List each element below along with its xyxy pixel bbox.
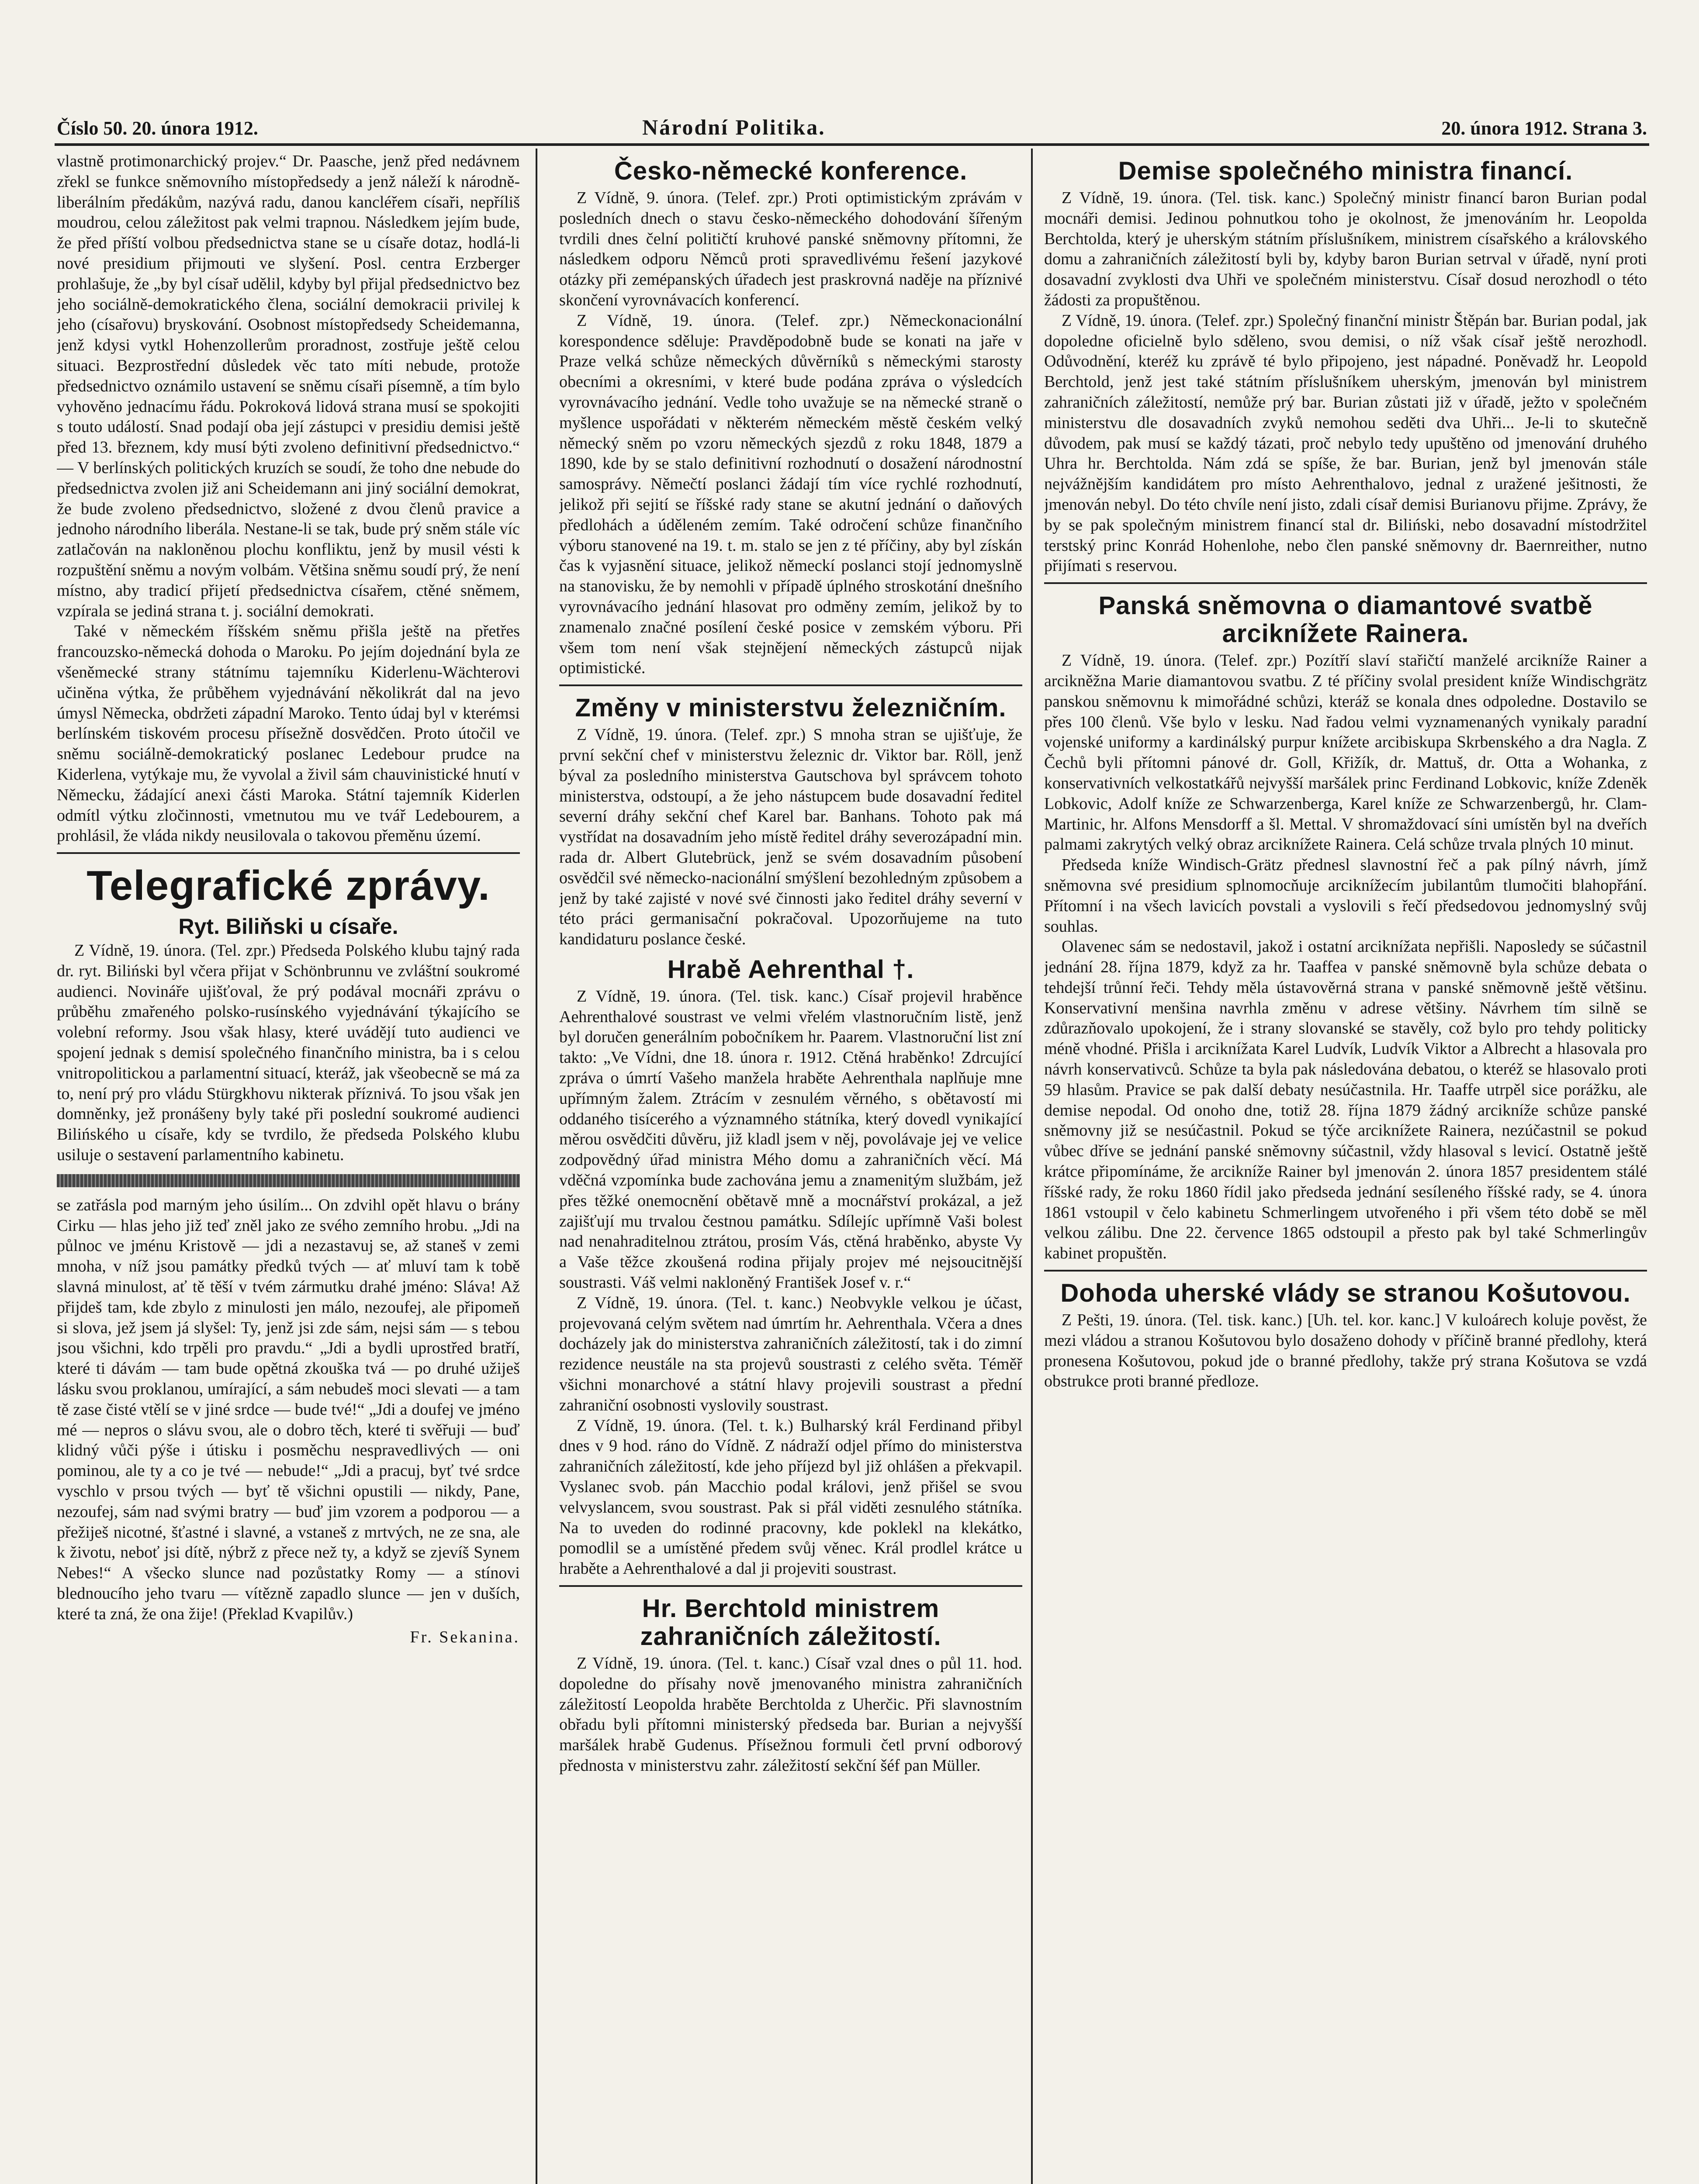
column-divider	[536, 149, 537, 2184]
article-title: Ryt. Biliňski u císaře.	[178, 914, 398, 939]
article-title: Hr. Berchtold ministrem zahraničních záležitostí.	[640, 1594, 941, 1651]
section-rule	[559, 1585, 1022, 1587]
article-title: Dohoda uherské vlády se stranou Košutovou.	[1060, 1279, 1631, 1308]
article-paragraph: Z Vídně, 19. února. (Tel. tisk. kanc.) Císař projevil hraběnce Aehrenthalové soustrast ve velmi vřelém vlastnoručním listě, jenž byl doručen generálním pobočníkem hr. Paarem. Vlastnoruční list zní takto: „Ve Vídni, dne 18. února r. 1912. Ctěná hraběnko! Zdrcující zpráva o úmrtí Vašeho manžela hraběte Aehrenthala naplňuje mne upřímným žalem. Ztrácím v zesnulém věrného, s obětavostí mi oddaného tisícerého a významného státníka, který dovedl vynikající měrou osvědčiti důvěru, již kladl jsem v něj, povolávaje jej ve velice zodpovědný úřad ministra Mého domu a zahraničních věcí. Má vděčná vzpomínka bude zachována jemu a znamenitým službám, jež přes těžké onemocnění obětavě mně a mocnářství prokázal, a jež zajišťují mu trvalou čestnou památku. Sdílejíc upřímně Vaši bolest nad nenahraditelnou ztrátou, prosím Vás, ctěná hraběnko, abyste Vy a Vaše těžce zkoušená rodina přijaly projev mé nejsoucitnější soustrasti. Váš velmi nakloněný František Josef v. r.“	[559, 987, 1022, 1292]
article-paragraph: Také v německém říšském sněmu přišla ještě na přetřes francouzsko-německá dohoda o Maroku. Po jejím dojednání byla ze všeněmecké strany státnímu tajemníku Kiderlenu-Wächterovi učiněna výtka, že průběhem vyjednávání několikrát dal na jevo úmysl Německa, obdržeti západní Maroko. Tento údaj byl v kterémsi berlínském tiskovém procesu přísežně dosvědčen. Proto útočil ve sněmu sociálně-demokratický poslanec Ledebour prudce na Kiderlena, vytýkaje mu, že vyvolal a živil sám chauvinistické hnutí v Německu, žádající anexi části Maroka. Státní tajemník Kiderlen odmítl výtku zločinnosti, vmetnutou mu ve tvář Ledebourem, a prohlásil, že vláda nikdy neusilovala o takovou přeměnu území.	[57, 622, 520, 845]
article-paragraph: Z Pešti, 19. února. (Tel. tisk. kanc.) [Uh. tel. kor. kanc.] V kuloárech koluje pověst, že mezi vládou a stranou Košutovou bylo dosaženo dohody v příčině branné předlohy, která pronesena Košutovou, pokud jde o branné předlohy, takže prý strana Košutova se vzdá obstrukce proti branné předloze.	[1044, 1311, 1647, 1391]
column-1	[57, 151, 520, 2184]
feuilleton-text: se zatřásla pod marným jeho úsilím... On zdvihl opět hlavu o brány Cirku — hlas jeho již teď zněl jako ze svého zemního hrobu. „Jdi na půlnoc ve jménu Kristově — jdi a nezastavuj se, až staneš v zemi mnoha, v níž jsou památky předků tvých — ať mluví tam k tobě slavná minulost, ať tě těší v tvém zármutku drahé jméno: Sláva! Až přijdeš tam, kde zbylo z minulosti jen málo, nezoufej, ale připomeň si slova, jež jsem já slyšel: Ty, jenž jsi zde sám, nejsi sám — s tebou jsou všichni, kdo trpěli pro pravdu.“ „Jdi a bydli uprostřed bratří, které ti dávám — tam bude opětná zkouška tvá — po druhé užiješ lásku svou proklanou, umírající, a sám nebudeš moci slevati — a tam tě zase čisté vtělí se v jiné srdce — bude tvé!“ „Jdi a doufej ve jméno mé — nepros o slávu svou, ale o dobro těch, které ti svěřuji — buď klidný vůči pýše i útisku i posměchu nespravedlivých — oni pominou, ale ty a co je tvé — nebude!“ „Jdi a pracuj, byť tvé srdce vyschlo v prsou tvých — byť tě všichni opustili — nikdy, Pane, nezoufej, sám nad svými bratry — buď jim vzorem a podporou — a přežiješ nicotné, šťastné i slavné, a vstaneš z mrtvých, ne ze sna, ale k životu, neboť jsi dítě, nýbrž z přece než ty, a když se zjevíš Synem Nebes!“ A všecko slunce nad pozůstatky Romy — a stínovi blednoucího jeho tvaru — vítězně zapadlo slunce — jen v duších, které ta zná, že ona žije! (Překlad Kvapilův.)	[57, 1196, 520, 1623]
article-paragraph: Z Vídně, 19. února. (Tel. tisk. kanc.) Společný ministr financí baron Burian podal mocnáři demisi. Jedinou pohnutkou toho je okolnost, že jmenováním hr. Leopolda Berchtolda, který je uherským státním příslušníkem, ministrem císařského a královského domu a zahraničních záležitostí byli by, kdyby baron Burian setrval v úřadě, nyní proti dosavadní zvyklosti dva Uhři ve společném ministerstvu. Císař dosud nerozhodl o této žádosti za propuštěnou.	[1044, 189, 1647, 309]
article-paragraph: Olavenec sám se nedostavil, jakož i ostatní arciknížata nepřišli. Naposledy se súčastnil jednání 28. října 1879, když za hr. Taaffea v panské sněmovně byla schůze debata o tehdejší trůnní řeči. Tehdy měla ústavověrná strana v panské sněmovně ještě většinu. Konservativní menšina navrhla změnu v adrese většiny. Návrhem tím silně se zdůrazňovalo upokojení, že i strany slovanské se stavěly, což bylo pro tehdy politicky méně vhodné. Přišla i arciknížata Karel Ludvík, Ludvík Viktor a Albrecht a hlasovala pro návrh konservativců. Schůze ta byla pak následována debatou, o kteréž se hlasovalo proti 59 hlasům. Pravice se pak další debaty nesúčastnila. Hr. Taaffe utrpěl sice porážku, ale demise nepodal. Od onoho dne, totiž 28. října 1879 žádný arcikníže schůze panské sněmovny již se nesúčastnil. Pokud se týče arciknížete Rainera, nezúčastnil se pokud vůbec dříve se jednání panské sněmovny súčastnil, vždy hlasoval s levicí. Ostatně ještě krátce připomínáme, že arcikníže Rainer byl jmenován 2. února 1857 presidentem stálé říšské rady, že roku 1860 řídil jako předseda jednání sesíleného říšské rady, se 4. února 1861 vstoupil v čelo kabinetu Schmerlingem utvořeného i při všem této době se měl velkou zálibu. Dne 22. července 1865 odstoupil a přesto pak byl také Schmerlingův kabinet propuštěn.	[1044, 937, 1647, 1263]
section-rule	[57, 852, 520, 854]
column-divider	[1031, 149, 1033, 2184]
page-header	[57, 108, 1647, 143]
section-rule	[1044, 582, 1647, 584]
article-paragraph: vlastně protimonarchický projev.“ Dr. Paasche, jenž před nedávnem zřekl se funkce sněmovního místopředsedy a jenž náleží k národně-liberálním předákům, nazývá radu, danou kancléřem císaři, nepříliš moudrou, celou záležitost pak velmi trapnou. Následkem jejím bude, že před příští volbou předsednictva stane se u císaře dotaz, hodlá-li nové presidium přijmouti ve slyšení. Posl. centra Erzberger prohlašuje, že „by byl císař udělil, kdyby byl přijal předsednictvo bez jeho sociálně-demokratického člena, sociální demokracii privilej k jeho (císařovu) bryskování. Osobnost místopředsedy Scheidemanna, jenž kdysi vytkl Hohenzollerům proradnost, zostřuje ještě celou situaci. Bezprostřední důsledek věc tato míti nebude, protože předsednictvo oznámilo ustavení se sněmu císaři písemně, a tím bylo vyhověno jednacímu řádu. Pokroková lidová strana musí se spokojiti s touto událostí. Snad podají oba její zástupci v presidiu demisi ještě před 13. březnem, kdy musí býti zvoleno definitivní předsednictvo.“ — V berlínských politických kruzích se soudí, že toho dne nebude do předsednictva zvolen již ani Scheidemann ani jiný sociální demokrat, že bude zvoleno předsednictvo, složené z dvou členů pravice a jednoho národního liberála. Nestane-li se tak, bude prý sněm stále víc zatlačován na nakloněnou plochu konfliktu, jenž by musil vésti k rozpuštění sněmu a novým volbám. Většina sněmu soudí prý, že není místno, aby tradicí přijetí předsednictva císařem, ctěné sněmem, vzpírala se jediná strana t. j. sociální demokrati.	[57, 152, 520, 620]
article-title: Panská sněmovna o diamantové svatbě arciknížete Rainera.	[1098, 591, 1593, 648]
article-paragraph: Z Vídně, 19. února. (Telef. zpr.) Pozítří slaví stařičtí manželé arcikníže Rainer a arcikněžna Marie diamantovou svatbu. Z té příčiny svolal president kníže Windischgrätz panskou sněmovnu k mimořádné schůzi, kteráž se konala dnes odpoledne. Dostavilo se přes 100 členů. Vše bylo v lesku. Nad řadou velmi vyznamenaných vynikaly paradní vojenské uniformy a kardinálský purpur knížete arcibiskupa Skrbenského a dra Nagla. Z Čechů byli přítomni pánové dr. Goll, Křižík, dr. Mattuš, dr. Otta a Wohanka, z konservativních velkostatkářů nejvyšší maršálek princ Ferdinand Lobkovic, kníže Zdeněk Lobkovic, Adolf kníže ze Schwarzenberga, Karel kníže ze Schwarzenbergů, hr. Clam-Martinic, hr. Alfons Mensdorff a šl. Mettal. V shromaždovací síni umístěn byl na dveřích palmami zakrytých velký obraz arciknížete Rainera. Celá schůze trvala plných 10 minut.	[1044, 651, 1647, 854]
article-paragraph: Z Vídně, 19. února. (Tel. t. kanc.) Císař vzal dnes o půl 11. hod. dopoledne do přísahy nově jmenovaného ministra zahraničních záležitostí Leopolda hraběte Berchtolda z Uherčic. Při slavnostním obřadu byli přítomni ministerský předseda bar. Burian a nejvyšší maršálek hrabě Gudenus. Přísežnou formuli četl první odborový přednosta v ministerstvu zahr. záležitostí sekční šéf pan Müller.	[559, 1654, 1022, 1775]
article-paragraph: Z Vídně, 9. února. (Telef. zpr.) Proti optimistickým zprávám v posledních dnech o stavu česko-německého dohodování šířeným tvrdili dnes čelní političtí kruhové panské sněmovny přítomni, že následkem odporu Němců proti spravedlivému řešení jazykové otázky při zemépanských úřadech jest praskrovná naděje na příznivé skončení vyrovnávacích konferencí.	[559, 189, 1022, 309]
column-3	[1044, 151, 1647, 2184]
header-rule	[55, 143, 1649, 146]
article-title: Změny v ministerstvu železničním.	[575, 694, 1007, 722]
column-2	[559, 151, 1022, 2184]
article-paragraph: Předseda kníže Windisch-Grätz přednesl slavnostní řeč a pak pílný návrh, jímž sněmovna své presidium splnomocňuje arciknížecím jubilantům tlumočiti blahopřání. Přítomní i na všech lavicích povstali a vyslovili s řečí předsedovou jednomyslný svůj souhlas.	[1044, 856, 1647, 936]
article-paragraph: Z Vídně, 19. února. (Tel. t. k.) Bulharský král Ferdinand přibyl dnes v 9 hod. ráno do Vídně. Z nádraží odjel přímo do ministerstva zahraničních záležitostí, kde jeho příjezd byl již ohlášen a překvapil. Vyslanec svob. pán Macchio podal královi, jenž přišel se svou velvyslancem, svou soustrast. Pak si přál viděti zesnulého státníka. Na to uveden do rodinné pracovny, kde poklekl na klekátko, pomodlil se a umístěné předem svůj věnec. Král prodlel krátce u hraběte a Aehrenthalové a dal ji projeviti soustrast.	[559, 1416, 1022, 1578]
article-paragraph: Z Vídně, 19. února. (Tel. zpr.) Předseda Polského klubu tajný rada dr. ryt. Biliński byl včera přijat v Schönbrunnu ve zvláštní soukromé audienci. Novináře ujišťoval, že prý podával mocnáři zprávu o průběhu zmařeného polsko-rusínského vyjednávání týkajícího se volební reformy. Jsou však hlasy, které uvádějí tuto audienci ve spojení jednak s demisí společného finančního ministra, ba i s celou vnitropolitickou a parlamentní situací, kteráž, jak všeobecně se má za to, není prý pro vládu Stürgkhovu nikterak příznivá. To jsou však jen domněnky, jež pronášeny byly také při poslední soukromé audienci Bilińského u císaře, kdy se tvrdilo, že předseda Polského klubu usiluje o sestavení parlamentního kabinetu.	[57, 941, 520, 1165]
article-title: Hrabě Aehrenthal †.	[667, 955, 914, 984]
date-page: 20. února 1912. Strana 3.	[1441, 117, 1647, 139]
section-rule	[559, 684, 1022, 686]
article-paragraph: Z Vídně, 19. února. (Telef. zpr.) Společný finanční ministr Štěpán bar. Burian podal, jak dopoledne oficielně bylo sděleno, svou demisi, o níž však císař ještě nerozhodl. Odůvodnění, kteréž ku zprávě té bylo připojeno, jest nápadné. Poněvadž hr. Leopold Berchtold, jenž jest také státním příslušníkem uherským, jmenován byl ministrem zahraničních záležitostí, nemůže prý bar. Burian zůstati již v úřadě, ježto v společném ministerstvu dle dosavadních zvyků nemohou seděti dva Uhři... Je-li to skutečně důvodem, pak musí se každý tázati, proč nebylo tedy upuštěno od jmenování druhého Uhra hr. Berchtolda. Nám zdá se spíše, že bar. Burian, jenž byl jmenován stále nejvážnějším kandidátem pro místo Aehrenthalovo, jednal z uražené ješitnosti, že jmenován nebyl. Do této chvíle není jisto, zdali císař demisi Burianovu přijme. Zprávy, že by se pak společným ministrem financí stal dr. Biliński, nebo dosavadní místodržitel terstský princ Konrád Hohenlohe, nebo člen panské sněmovny dr. Baernreither, nutno přijímati s reservou.	[1044, 311, 1647, 575]
issue-number: Číslo 50. 20. února 1912.	[57, 117, 258, 139]
article-title: Demise společného ministra financí.	[1118, 157, 1573, 185]
article-title: Česko-německé konference.	[614, 157, 968, 185]
section-rule	[1044, 1270, 1647, 1272]
section-title: Telegrafické zprávy.	[87, 862, 490, 909]
article-paragraph: Z Vídně, 19. února. (Tel. t. kanc.) Neobvykle velkou je účast, projevovaná celým světem nad úmrtím hr. Aehrenthala. Včera a dnes docházely jak do ministerstva zahraničních záležitostí, tak i do zimní rezidence neustále na sta projevů soustrasti z celého světa. Téměř všichni monarchové a státní hlavy projevili soustrast a přední zahraniční osobnosti vyslovily soustrast.	[559, 1293, 1022, 1414]
newspaper-title: Národní Politika.	[642, 115, 826, 139]
article-paragraph: Z Vídně, 19. února. (Telef. zpr.) S mnoha stran se ujišťuje, že první sekční chef v ministerstvu železnic dr. Viktor bar. Röll, jenž býval za posledního ministerstva Gautschova byl správcem tohoto ministerstva, odstoupí, a že jeho nástupcem bude dosavadní ředitel severní dráhy sekční chef Karel bar. Banhans. Tohoto pak má vystřídat na dosavadním jeho místě ředitel dráhy severozápadní min. rada dr. Albert Glutebrück, jenž se svém dosavadním působení osvědčil své německo-nacionální smýšlení bezohledným způsobem a jenž by také zajisté v nové své činnosti jako ředitel dráhy severní v této práci germanisační pokračoval. Upozorňujeme na tuto kandidaturu poslance české.	[559, 726, 1022, 949]
feuilleton-rule	[57, 1174, 520, 1187]
author-signature: Fr. Sekanina.	[410, 1628, 520, 1646]
article-paragraph: Z Vídně, 19. února. (Telef. zpr.) Německonacionální korespondence sděluje: Pravděpodobně bude se konati na jaře v Praze velká schůze německých důvěrníků s německými starosty obecními a okresními, v které bude podána zpráva o výsledcích vyrovnávacího jednání. Vedle toho uvažuje se na německé straně o myšlence uspořádati v některém německém městě českém velký německý sněm po vzoru německých sjezdů z roku 1848, 1879 a 1890, kde by se stalo definitivní rozhodnutí o dosažení národnostní samosprávy. Němečtí poslanci žádají tím více rychlé rozhodnutí, jelikož při sejití se říšské rady stane se akutní jednání o daňových předlohách a úděleném zemím. Také odročení schůze finančního výboru stanovené na 19. t. m. stalo se jen z té příčiny, aby byl získán čas k vyjasnění situace, jelikož německí poslanci stojí jednomyslně na stanovisku, že by nemohli v případě úplného stroskotání dnešního vyrovnávacího jednání hlasovat pro odměny zemím, jelikož by to znamenalo značné posílení české posice v zemském výboru. Při všem tom není však stejnějení německých zástupců nijak optimistické.	[559, 311, 1022, 677]
